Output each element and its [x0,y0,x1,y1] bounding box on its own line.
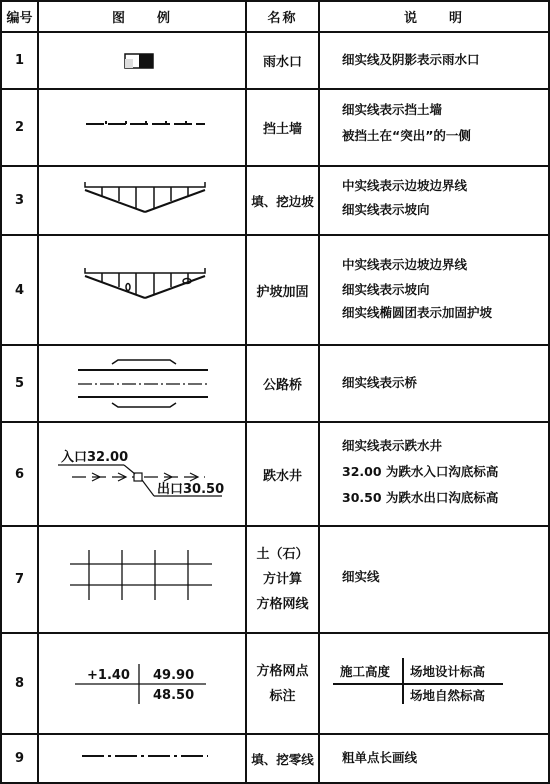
row-desc-line: 32.00 为跌水入口沟底标高 [342,464,499,479]
row-number: 9 [14,751,25,766]
row-name-line: 方格网线 [256,597,309,612]
row-number: 6 [14,466,25,482]
row-number: 8 [14,676,25,691]
row-name: 雨水口 [262,55,302,70]
row-name-line: 方格网点 [256,663,309,679]
row-name: 挡土墙 [262,122,302,137]
row-desc-line: 细实线表示挡土墙 [342,102,443,117]
inlet-elevation-label: 入口32.00 [61,450,129,465]
row-name-line: 方计算 [262,572,302,587]
construction-height-value: +1.40 [87,668,130,683]
header-description: 说 明 [403,11,464,26]
storm-inlet-symbol [125,54,153,68]
row-name-line: 土（石） [256,547,309,562]
outlet-elevation-label: 出口30.50 [157,482,225,497]
row-number: 7 [14,572,25,587]
row-name: 跌水井 [262,468,302,484]
header-number: 编号 [6,11,33,26]
row-desc-line: 中实线表示边坡边界线 [342,257,468,272]
row-desc-line: 细实线表示坡向 [342,282,430,297]
row-desc-line: 细实线表示桥 [342,375,418,390]
row-number: 3 [14,193,25,208]
retaining-wall-symbol [86,121,205,124]
design-elevation-label: 场地设计标高 [410,664,486,679]
row-desc-line: 粗单点长画线 [342,750,418,765]
design-elevation-value: 49.90 [153,668,195,683]
fill-cut-slope-symbol [85,182,205,212]
row-desc-line: 细实线椭圆团表示加固护坡 [342,305,493,320]
row-desc-line: 细实线表示坡向 [342,202,430,217]
highway-bridge-symbol [78,360,208,407]
natural-elevation-value: 48.50 [153,688,195,703]
row-name: 填、挖边坡 [251,193,314,209]
row-desc-line: 细实线及阴影表示雨水口 [342,52,480,67]
earthwork-grid-symbol [70,550,212,600]
slope-protection-symbol [85,268,205,298]
row-name: 填、挖零线 [251,751,314,767]
construction-height-label: 施工高度 [340,664,391,679]
row-name: 护坡加固 [256,284,309,300]
row-number: 4 [14,282,25,298]
row-desc-line: 细实线表示跌水井 [342,438,443,453]
row-name: 公路桥 [262,378,302,393]
row-number: 1 [14,53,25,68]
row-name-line: 标注 [269,688,296,704]
row-number: 2 [14,120,25,135]
header-name: 名称 [267,11,298,26]
row-desc-line: 被挡土在“突出”的一侧 [342,128,471,143]
row-desc-line: 细实线 [342,569,380,584]
row-desc-line: 30.50 为跌水出口沟底标高 [342,490,499,505]
natural-elevation-label: 场地自然标高 [410,688,486,703]
row-desc-line: 中实线表示边坡边界线 [342,178,468,193]
row-number: 5 [14,376,25,391]
header-legend: 图 例 [111,11,172,26]
